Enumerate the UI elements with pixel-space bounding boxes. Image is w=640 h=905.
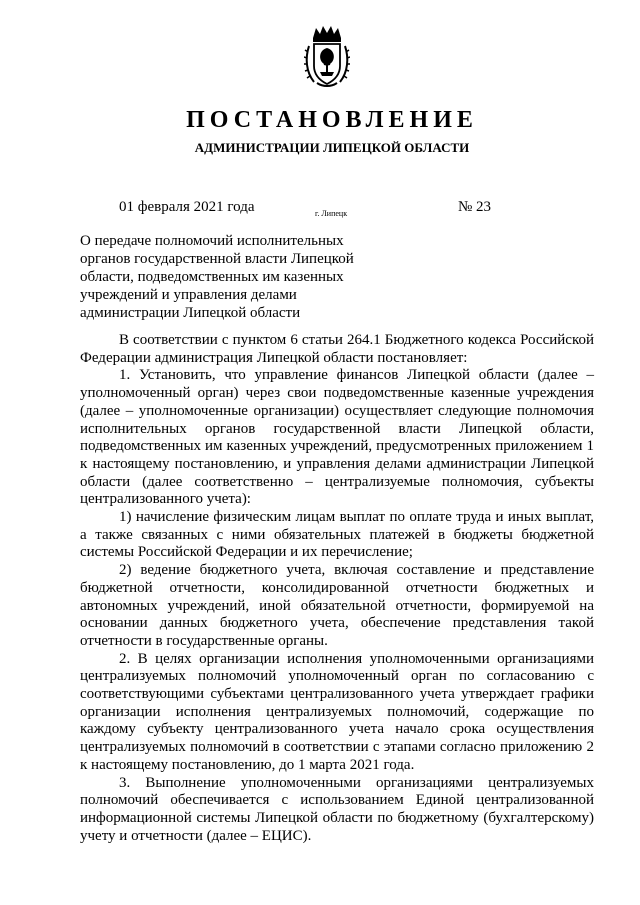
- issuing-authority: АДМИНИСТРАЦИИ ЛИПЕЦКОЙ ОБЛАСТИ: [194, 140, 470, 155]
- document-body: [80, 332, 594, 845]
- document-subject: [80, 232, 380, 322]
- subject-line: учреждений и управления делами: [80, 287, 297, 303]
- body-paragraph: 1) начисление физическим лицам выплат по оплате труда и иных выплат, а также связанных с ними обязательных платежей в бюджеты бюджетной системы Российской Федерации и их перечисление;: [80, 509, 594, 561]
- body-paragraph: 1. Установить, что управление финансов Липецкой области (далее – уполномоченный орган) через свои подведомственные казенные учреждения (далее – уполномоченные организации) осуществляет следующие полномочия исполнительных органов государственной власти Липецкой области, подведомственных им казенных учреждений, предусмотренных приложением 1 к настоящему постановлению, и управления делами администрации Липецкой области (далее соответственно – централизуемые полномочия, субъекты централизованного учета):: [80, 367, 594, 508]
- subject-line: органов государственной власти Липецкой: [80, 251, 354, 267]
- subject-line: области, подведомственных им казенных: [80, 269, 344, 285]
- body-paragraph: 2) ведение бюджетного учета, включая составление и представление бюджетной отчетности, консолидированной отчетности бюджетных и автономных учреждений, иной обязательной отчетности, формируемой на основании данных бюджетного учета, обеспечение представления такой отчетности в государственные органы.: [80, 562, 594, 649]
- document-city: г. Липецк: [315, 209, 348, 218]
- body-paragraph: 2. В целях организации исполнения уполномоченными организациями централизуемых полномочий уполномоченный орган по согласованию с соответствующими субъектами централизованного учета утверждает графики организации исполнения централизуемых полномочий, содержащие по каждому субъекту централизованного учета начало срока осуществления централизуемых полномочий в соответствии с этапами согласно приложению 2 к настоящему постановлению, до 1 марта 2021 года.: [80, 650, 594, 773]
- subject-line: О передаче полномочий исполнительных: [80, 233, 344, 249]
- subject-line: администрации Липецкой области: [80, 305, 301, 321]
- document-number: № 23: [458, 199, 492, 215]
- body-paragraph: 3. Выполнение уполномоченными организациями централизуемых полномочий обеспечивается с использованием Единой централизованной информационной системы Липецкой области по бюджетному (бухгалтерскому) учету и отчетности (далее – ЕЦИС).: [80, 774, 594, 844]
- coat-of-arms-emblem: [304, 24, 350, 88]
- document-date: 01 февраля 2021 года: [119, 199, 255, 215]
- body-paragraph: В соответствии с пунктом 6 статьи 264.1 Бюджетного кодекса Российской Федерации администрация Липецкой области постановляет:: [80, 332, 594, 366]
- document-title: ПОСТАНОВЛЕНИЕ: [186, 107, 478, 133]
